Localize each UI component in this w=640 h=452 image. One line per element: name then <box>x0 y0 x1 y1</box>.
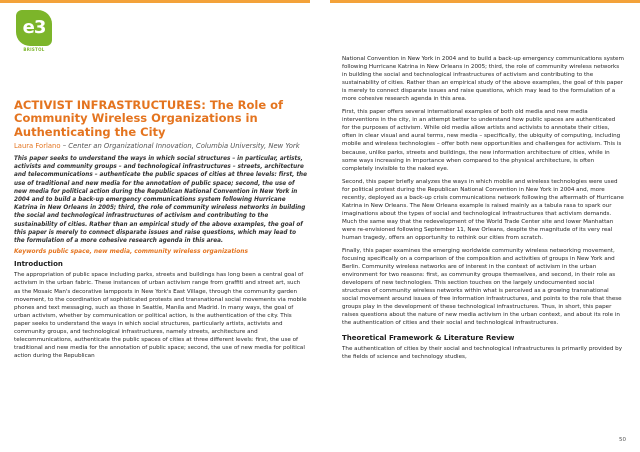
right-paragraph-2: First, this paper offers several international examples of both old media and new media interventions in the city, in an attempt better to understand how public spaces are authenticated for the purposes of activism. While old media allow artists and activists to annotate their cities, often in clear visual and aural terms, new media – specifically, the ubiquity of computing, including mobile and wireless technologies – offer both new opportunities and challenges for activism. This is because, unlike parks, streets and buildings, the new information architecture of cities, while in some ways increasing in importance when compared to the physical architecture, is often completely invisible to the naked eye. <box>342 109 622 172</box>
author-name: Laura Forlano <box>14 142 61 150</box>
author-separator: – <box>62 142 69 150</box>
theory-paragraph-1: The authentication of cities by their social and technological infrastructures is primarily provided by the fields of science and technology studies, <box>342 345 623 360</box>
right-paragraph-4: Finally, this paper examines the emerging worldwide community wireless networking movement, focusing specifically on a comparison of the composition and activities of groups in New York and Berlin. Community wireless networks are of interest in the context of activism in the urban environment for two reasons: first, as community groups themselves, and second, in their role as developers of new technologies. This section touches on the largely undocumented social structures of community wireless networks within what is perceived as a growing transnational social movement around issues of free information infrastructures, and points to the role that these groups play in the development of these technological infrastructures. Thus, in short, this paper raises questions about the nature of new media activism in the urban context, and about its role in the authentication of cities and their social and technological infrastructures. <box>342 248 622 327</box>
logo-mark: e3 <box>16 10 52 46</box>
page-number: 50 <box>619 437 626 443</box>
introduction-paragraph-1: The appropriation of public space including parks, streets and buildings has long been a central goal of activism in the urban fabric. These instances of urban activism range from graffiti and street art, such as the Mosaic Man's decorative lampposts in New York's East Village, through the community garden movement, to the coordination of sophisticated protests and transnational social movements via mobile phones and text messaging, such as those in Seattle, Manila and Madrid. In many ways, the goal of urban activism, whether by communication or political action, is the authentication of the city. This paper seeks to understand the ways in which social structures, particularly artists, activists and community groups, and technological infrastructures, namely streets, architecture and telecommunications, authenticate the public spaces of cities at three different levels: first, the use of traditional and new media for the annotation of public space; second, the use of new media for political action during the Republican <box>14 272 307 359</box>
theory-heading: Theoretical Framework & Literature Review <box>342 333 515 342</box>
journal-logo <box>16 10 52 56</box>
top-accent-band-left <box>0 0 310 3</box>
right-paragraph-3: Second, this paper briefly analyzes the ways in which mobile and wireless technologies were used for political protest during the Republican National Convention in New York in 2004 and, more recently, deployed as a back-up crisis communications network following the aftermath of Hurricane Katrina in New Orleans. The New Orleans example is raised mainly as a tabula rasa to spark our imaginations about the types of social and technological infrastructures that activism demands. Much the same way that the redevelopment of the World Trade Center site and lower Manhattan were re-envisioned following September 11, New Orleans, despite the magnitude of its very real human tragedy, offers an opportunity to rethink our cities from scratch. <box>342 178 624 241</box>
logo-wordmark: BRISTOL <box>23 47 45 52</box>
author-line <box>14 142 308 151</box>
top-accent-band-right <box>330 0 640 3</box>
abstract: This paper seeks to understand the ways in which social structures – in particular, artists, activists and community groups – and technological infrastructures – streets, architecture and telecommunications – authenticate the public spaces of cities at three levels: first, the use of traditional and new media for the annotation of public space; second, the use of new media for political action during the Republican National Convention in New York in 2004 and to build a back-up emergency communications system following Hurricane Katrina in New Orleans in 2005; third, the role of community wireless networks in building the social and technological infrastructures of activism and contributing to the sustainability of cities. Rather than an empirical study of the above examples, the goal of this paper is merely to connect disparate issues and raise questions, which may lead to the formulation of a more cohesive research agenda in this area. <box>14 156 307 245</box>
keywords: Keywords public space, new media, community wireless organizations <box>14 249 248 256</box>
right-column <box>342 55 624 366</box>
introduction-heading: Introduction <box>14 260 63 269</box>
author-affiliation: Center an Organizational Innovation, Columbia University, New York <box>68 142 300 150</box>
article-title: ACTIVIST INFRASTRUCTURES: The Role of Community Wireless Organizations in Authenticating the City <box>14 98 284 139</box>
right-paragraph-1: National Convention in New York in 2004 and to build a back-up emergency communications system following Hurricane Katrina in New Orleans in 2005; third, the role of community wireless networks in building the social and technological infrastructures of activism and contributing to the sustainability of cities. Rather than an empirical study of the above examples, the goal of this paper is merely to connect disparate issues and raise questions, which may lead to the formulation of a more cohesive research agenda in this area. <box>342 56 624 103</box>
left-column <box>14 142 308 365</box>
